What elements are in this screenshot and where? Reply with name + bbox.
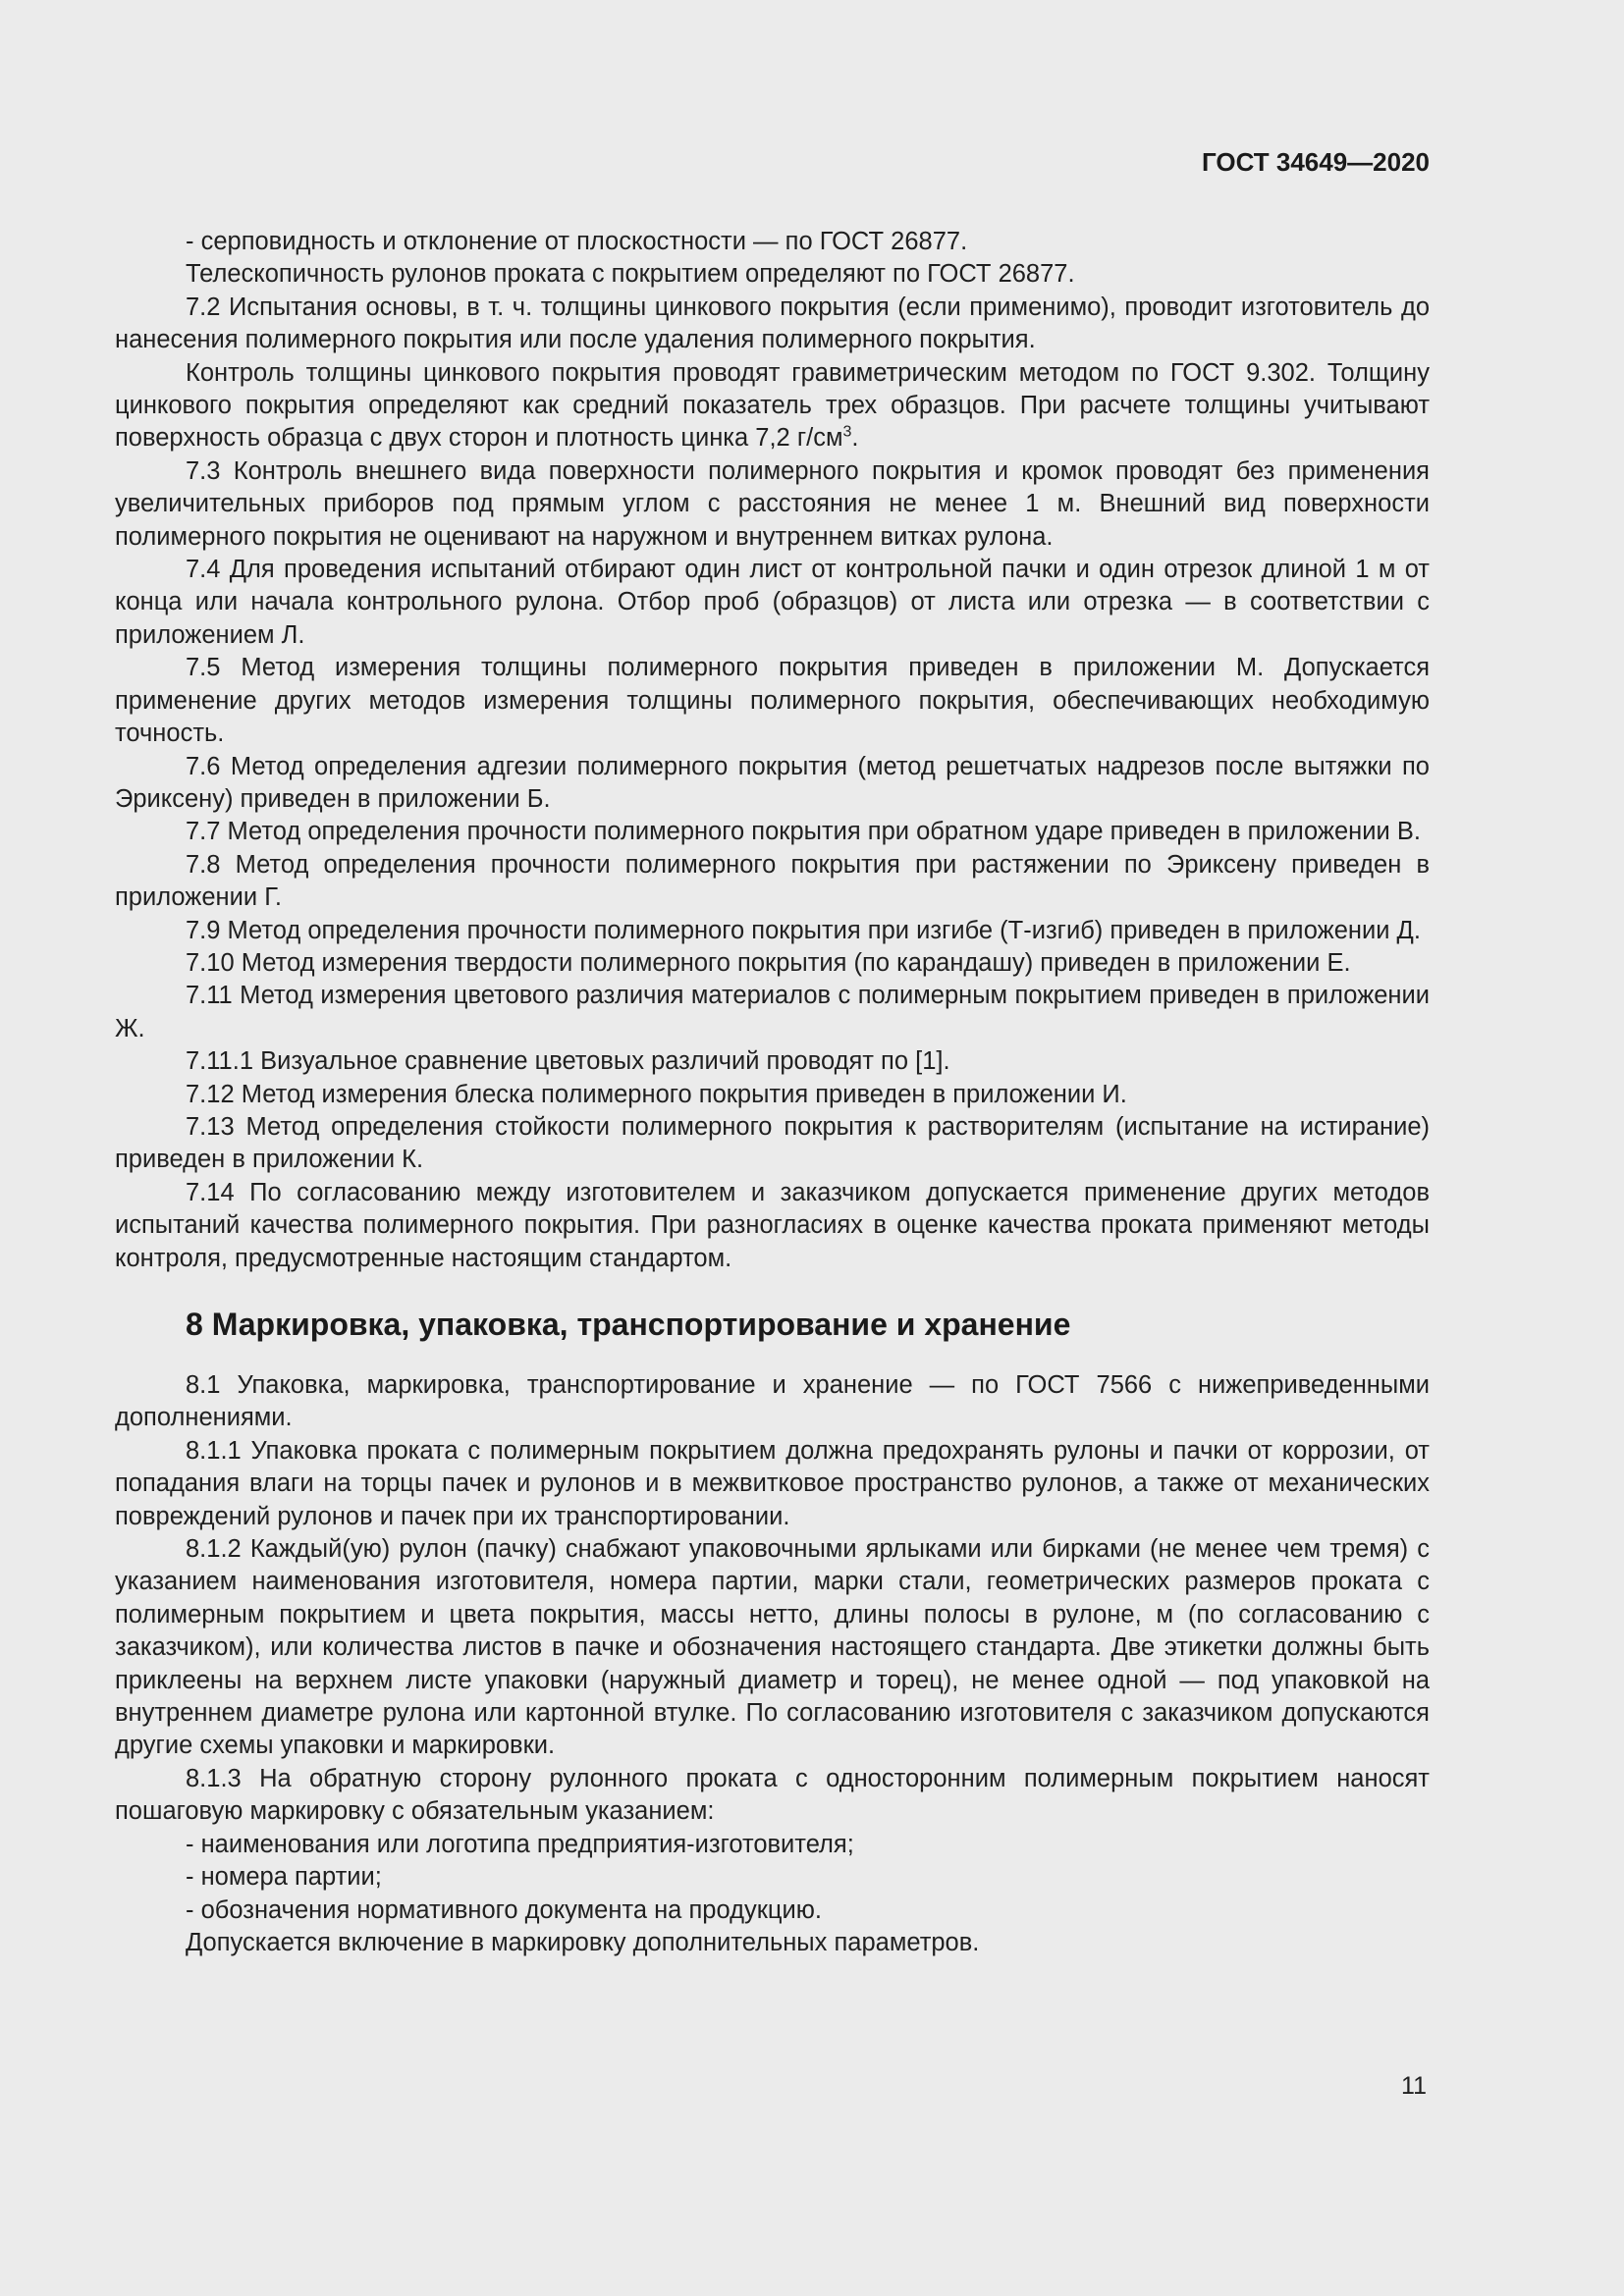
- paragraph-7-8: 7.8 Метод определения прочности полимерного покрытия при растяжении по Эриксену приведен в приложении Г.: [115, 850, 1430, 912]
- paragraph-7-6: 7.6 Метод определения адгезии полимерного покрытия (метод решетчатых надрезов после вытяжки по Эриксену) приведен в приложении Б.: [115, 752, 1430, 813]
- paragraph-7-14: 7.14 По согласованию между изготовителем и заказчиком допускается применение других методов испытаний качества полимерного покрытия. При разногласиях в оценке качества проката применяют методы контроля, предусмотренные настоящим стандартом.: [115, 1178, 1430, 1272]
- document-code-header: ГОСТ 34649—2020: [1202, 147, 1430, 177]
- paragraph-7-7: 7.7 Метод определения прочности полимерного покрытия при обратном ударе приведен в приложении В.: [186, 818, 1421, 846]
- list-item: - наименования или логотипа предприятия-изготовителя;: [186, 1830, 854, 1858]
- paragraph-7-13: 7.13 Метод определения стойкости полимерного покрытия к растворителям (испытание на истирание) приведен в приложении К.: [115, 1112, 1430, 1174]
- paragraph-8-1: 8.1 Упаковка, маркировка, транспортирование и хранение — по ГОСТ 7566 с нижеприведенными дополнениями.: [115, 1371, 1430, 1432]
- document-body: [115, 226, 1430, 1959]
- list-item: - номера партии;: [186, 1863, 382, 1892]
- paragraph-7-9: 7.9 Метод определения прочности полимерного покрытия при изгибе (Т-изгиб) приведен в приложении Д.: [186, 916, 1421, 944]
- paragraph-7-4: 7.4 Для проведения испытаний отбирают один лист от контрольной пачки и один отрезок длиной 1 м от конца или начала контрольного рулона. Отбор проб (образцов) от листа или отрезка — в соответствии с приложением Л.: [115, 556, 1430, 649]
- paragraph-7-10: 7.10 Метод измерения твердости полимерного покрытия (по карандашу) приведен в приложении Е.: [186, 948, 1351, 977]
- paragraph-8-1-2: 8.1.2 Каждый(ую) рулон (пачку) снабжают упаковочными ярлыками или бирками (не менее чем тремя) с указанием наименования изготовителя, номера партии, марки стали, геометрических размеров проката с полимерным покрытием и цвета покрытия, массы нетто, длины полосы в рулоне, м (по согласованию с заказчиком), или количества листов в пачке и обозначения настоящего стандарта. Две этикетки должны быть приклеены на верхнем листе упаковки (наружный диаметр и торец), не менее одной — под упаковкой на внутреннем диаметре рулона или картонной втулке. По согласованию изготовителя с заказчиком допускаются другие схемы упаковки и маркировки.: [115, 1535, 1430, 1760]
- paragraph-8-1-3: 8.1.3 На обратную сторону рулонного проката с односторонним полимерным покрытием наносят пошаговую маркировку с обязательным указанием:: [115, 1764, 1430, 1826]
- paragraph-8-1-1: 8.1.1 Упаковка проката с полимерным покрытием должна предохранять рулоны и пачки от коррозии, от попадания влаги на торцы пачек и рулонов и в межвитковое пространство рулонов, а также от механических повреждений рулонов и пачек при их транспортировании.: [115, 1436, 1430, 1530]
- section-8-title: 8 Маркировка, упаковка, транспортирование и хранение: [186, 1307, 1071, 1342]
- paragraph: Телескопичность рулонов проката с покрытием определяют по ГОСТ 26877.: [186, 260, 1075, 289]
- paragraph-text: Контроль толщины цинкового покрытия проводят гравиметрическим методом по ГОСТ 9.302. Толщину цинкового покрытия определяют как средний показатель трех образцов. При расчете толщины учитывают поверхность образца с двух сторон и плотность цинка 7,2 г/см: [115, 358, 1430, 453]
- page-number: 11: [1401, 2072, 1427, 2100]
- paragraph-7-3: 7.3 Контроль внешнего вида поверхности полимерного покрытия и кромок проводят без применения увеличительных приборов под прямым углом с расстояния не менее 1 м. Внешний вид поверхности полимерного покрытия не оценивают на наружном и внутреннем витках рулона.: [115, 456, 1430, 551]
- paragraph-end: .: [851, 424, 859, 453]
- paragraph-7-12: 7.12 Метод измерения блеска полимерного покрытия приведен в приложении И.: [186, 1080, 1127, 1108]
- paragraph: Допускается включение в маркировку дополнительных параметров.: [186, 1928, 980, 1956]
- list-item: - обозначения нормативного документа на продукцию.: [186, 1896, 822, 1924]
- paragraph-zinc-control: [115, 357, 1430, 455]
- paragraph: 7.2 Испытания основы, в т. ч. толщины цинкового покрытия (если применимо), проводит изготовитель до нанесения полимерного покрытия или после удаления полимерного покрытия.: [115, 293, 1430, 354]
- paragraph-7-11-1: 7.11.1 Визуальное сравнение цветовых различий проводят по [1].: [186, 1047, 950, 1076]
- paragraph: - серповидность и отклонение от плоскостности — по ГОСТ 26877.: [186, 228, 968, 255]
- paragraph-7-5: 7.5 Метод измерения толщины полимерного покрытия приведен в приложении М. Допускается применение других методов измерения толщины полимерного покрытия, обеспечивающих необходимую точность.: [115, 654, 1430, 748]
- superscript: 3: [842, 423, 852, 441]
- paragraph-7-11: 7.11 Метод измерения цветового различия материалов с полимерным покрытием приведен в приложении Ж.: [115, 982, 1430, 1042]
